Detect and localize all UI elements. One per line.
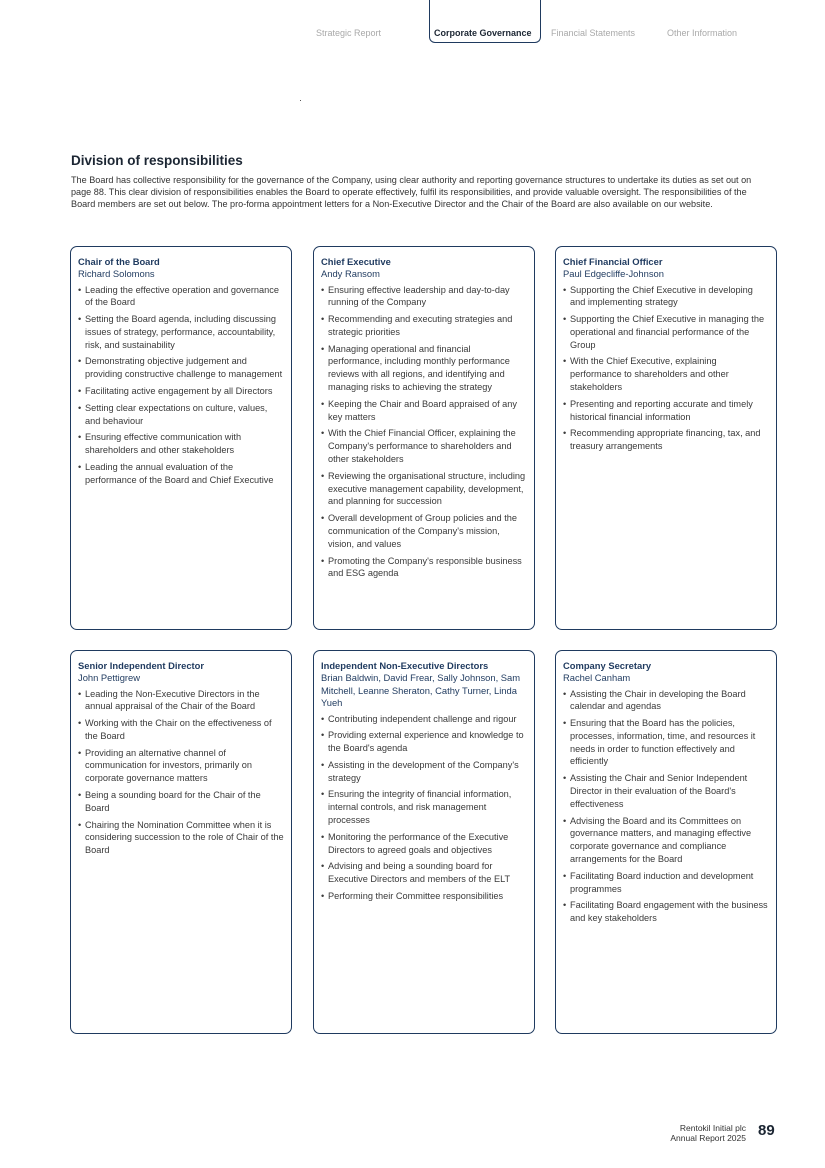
card-title: Chief Financial Officer [563, 256, 663, 267]
section-intro: The Board has collective responsibility for the governance of the Company, using clear authority and reporting governance structures to undertake its duties as set out on page 88. This clear division of responsibilities enables the Board to operate effectively, fulfil its responsibilities, and provide valuable oversight. The responsibilities of the Board members are set out below. The pro-forma appointment letters for a Non-Executive Director and the Chair of the Board are also available on our website. [71, 175, 752, 209]
tab-strategic-report[interactable]: Strategic Report [316, 28, 382, 38]
list-item: • Providing external experience and knowledge to the Board's agenda [321, 729, 527, 755]
card-names: Brian Baldwin, David Frear, Sally Johnson, Sam Mitchell, Leanne Sheraton, Cathy Turner, Linda Yueh [321, 672, 521, 708]
list-item: • Assisting the Chair in developing the Board calendar and agendas [563, 688, 769, 714]
list-item: • Leading the Non-Executive Directors in the annual appraisal of the Chair of the Board [78, 688, 284, 714]
list-item: • Performing their Committee responsibilities [321, 890, 527, 903]
list-item: • Ensuring that the Board has the policies, processes, information, time, and resources it needs in order to function effectively and efficiently [563, 717, 769, 768]
card-chief-financial-officer [555, 246, 777, 630]
footer-company: Rentokil Initial plc [679, 1123, 746, 1133]
card-names: John Pettigrew [78, 672, 141, 683]
list-item: • Advising and being a sounding board for Executive Directors and members of the ELT [321, 860, 527, 886]
list-item: • Promoting the Company's responsible business and ESG agenda [321, 555, 527, 581]
list-item: • Recommending appropriate financing, tax, and treasury arrangements [563, 427, 769, 453]
list-item: • Assisting in the development of the Company's strategy [321, 759, 527, 785]
responsibility-list [321, 284, 527, 581]
list-item: • Ensuring the integrity of financial information, internal controls, and risk management processes [321, 788, 527, 826]
tab-other-information[interactable]: Other Information [667, 28, 738, 38]
list-item: • Chairing the Nomination Committee when it is considering succession to the role of Chair of the Board [78, 819, 284, 857]
list-item: • Demonstrating objective judgement and providing constructive challenge to management [78, 355, 284, 381]
list-item: • Facilitating Board induction and development programmes [563, 870, 769, 896]
list-item: • Ensuring effective leadership and day-to-day running of the Company [321, 284, 527, 310]
list-item: • Reviewing the organisational structure, including executive management capability, development, and planning for succession [321, 470, 527, 508]
footer-report: Annual Report 2025 [670, 1133, 746, 1143]
list-item: • Leading the effective operation and governance of the Board [78, 284, 284, 310]
list-item: • Monitoring the performance of the Executive Directors to agreed goals and objectives [321, 831, 527, 857]
list-item: • Advising the Board and its Committees on governance matters, and managing effective corporate governance and compliance arrangements for the Board [563, 815, 769, 866]
tab-corporate-governance[interactable]: Corporate Governance [429, 0, 541, 43]
card-title: Chief Executive [321, 256, 391, 267]
list-item: • With the Chief Executive, explaining performance to shareholders and other stakeholders [563, 355, 769, 393]
list-item: • With the Chief Financial Officer, explaining the Company's performance to shareholders and other stakeholders [321, 427, 527, 465]
responsibility-list [563, 688, 769, 926]
section-title: Division of responsibilities [71, 153, 243, 168]
tab-financial-statements[interactable]: Financial Statements [551, 28, 636, 38]
stray-dot [300, 100, 301, 101]
list-item: • Recommending and executing strategies and strategic priorities [321, 313, 527, 339]
list-item: • Facilitating Board engagement with the business and key stakeholders [563, 899, 769, 925]
list-item: • Setting clear expectations on culture, values, and behaviour [78, 402, 284, 428]
list-item: • Presenting and reporting accurate and timely historical financial information [563, 398, 769, 424]
list-item: • Ensuring effective communication with shareholders and other stakeholders [78, 431, 284, 457]
card-names: Richard Solomons [78, 268, 155, 279]
list-item: • Being a sounding board for the Chair of the Board [78, 789, 284, 815]
card-title: Independent Non-Executive Directors [321, 660, 489, 671]
responsibility-list [563, 284, 769, 454]
card-title: Company Secretary [563, 660, 652, 671]
card-chief-executive [313, 246, 535, 630]
card-title: Chair of the Board [78, 256, 160, 267]
card-company-secretary [555, 650, 777, 1034]
footer-report-info [670, 1123, 746, 1143]
card-senior-independent-director [70, 650, 292, 1034]
card-names: Andy Ransom [321, 268, 380, 279]
card-names: Rachel Canham [563, 672, 631, 683]
card-names: Paul Edgecliffe-Johnson [563, 268, 664, 279]
list-item: • Working with the Chair on the effectiveness of the Board [78, 717, 284, 743]
list-item: • Assisting the Chair and Senior Independent Director in their evaluation of the Board's effectiveness [563, 772, 769, 810]
card-title: Senior Independent Director [78, 660, 205, 671]
list-item: • Supporting the Chief Executive in managing the operational and financial performance of the Group [563, 313, 769, 351]
section-navigation [0, 0, 825, 46]
card-chair-of-the-board [70, 246, 292, 630]
responsibility-list [78, 284, 284, 487]
list-item: • Supporting the Chief Executive in developing and implementing strategy [563, 284, 769, 310]
list-item: • Overall development of Group policies and the communication of the Company's mission, vision, and values [321, 512, 527, 550]
list-item: • Facilitating active engagement by all Directors [78, 385, 284, 398]
card-independent-non-executive-directors [313, 650, 535, 1034]
list-item: • Managing operational and financial performance, including monthly performance reviews with all regions, and identifying and managing risks to achieving the strategy [321, 343, 527, 394]
responsibility-list [321, 713, 527, 903]
list-item: • Providing an alternative channel of communication for investors, primarily on corporate governance matters [78, 747, 284, 785]
page-number: 89 [758, 1122, 775, 1139]
list-item: • Keeping the Chair and Board appraised of any key matters [321, 398, 527, 424]
responsibility-list [78, 688, 284, 858]
list-item: • Setting the Board agenda, including discussing issues of strategy, performance, accountability, risk, and sustainability [78, 313, 284, 351]
list-item: • Contributing independent challenge and rigour [321, 713, 527, 726]
list-item: • Leading the annual evaluation of the performance of the Board and Chief Executive [78, 461, 284, 487]
